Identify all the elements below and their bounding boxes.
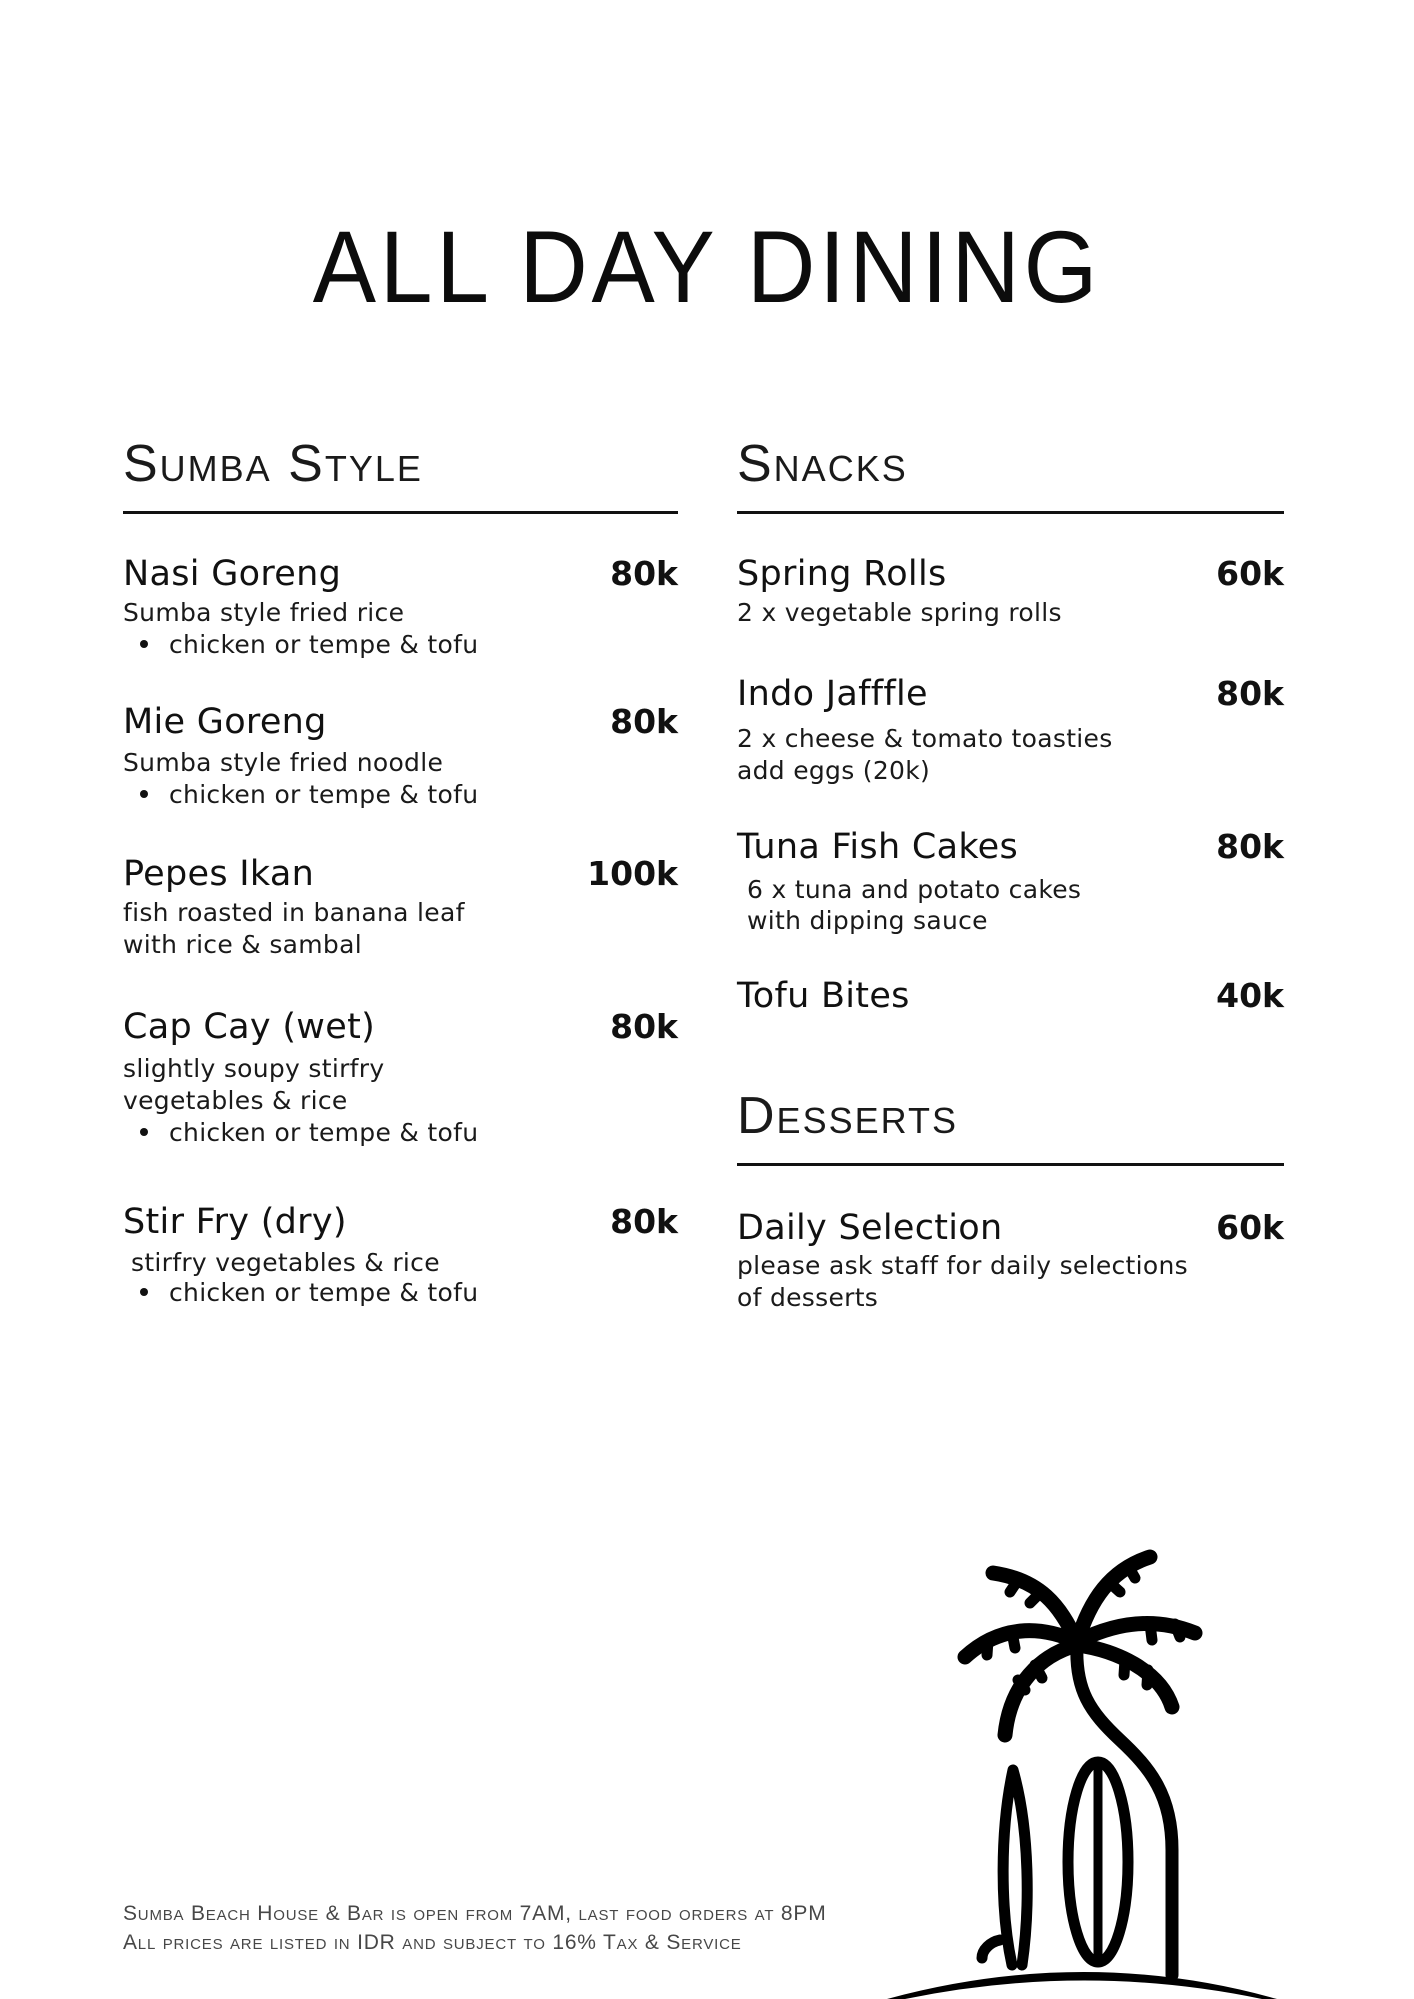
menu-item-description: vegetables & rice [123, 1086, 348, 1115]
menu-item-name: Pepes Ikan [123, 854, 315, 894]
menu-item-option [123, 1117, 478, 1149]
menu-item-option [123, 629, 478, 661]
menu-item-name: Mie Goreng [123, 702, 327, 742]
menu-item-description: with rice & sambal [123, 930, 362, 959]
menu-item-description: 2 x vegetable spring rolls [737, 598, 1062, 627]
page-title: ALL DAY DINING [312, 210, 1102, 324]
menu-item-description: add eggs (20k) [737, 756, 931, 785]
menu-item-price: 60k [1216, 554, 1284, 593]
bullet-icon [140, 640, 148, 648]
menu-item-price: 40k [1216, 976, 1284, 1015]
menu-item-name: Nasi Goreng [123, 554, 342, 594]
menu-item-description: 2 x cheese & tomato toasties [737, 724, 1113, 753]
menu-item-name: Indo Jafffle [737, 674, 928, 714]
bullet-icon [140, 1128, 148, 1136]
menu-item-description: Sumba style fried noodle [123, 748, 444, 777]
menu-item-option [123, 779, 478, 811]
section-header-snacks: Snacks [737, 435, 908, 493]
footer-opening-hours: Sumba Beach House & Bar is open from 7AM, last food orders at 8PM [123, 1902, 827, 1925]
menu-item-description: fish roasted in banana leaf [123, 898, 465, 927]
menu-item-price: 80k [610, 1202, 678, 1241]
menu-item-description: please ask staff for daily selections [737, 1251, 1188, 1280]
menu-item-name: Cap Cay (wet) [123, 1007, 376, 1047]
menu-item-option-text: chicken or tempe & tofu [169, 1278, 479, 1307]
menu-item-name: Stir Fry (dry) [123, 1202, 347, 1242]
menu-item-option-text: chicken or tempe & tofu [169, 630, 479, 659]
menu-item-price: 80k [610, 1007, 678, 1046]
palm-tree-surfboards-icon [860, 1530, 1300, 1999]
menu-item-option [123, 1277, 478, 1309]
section-header-sumba-style: Sumba Style [123, 435, 423, 493]
menu-item-description: of desserts [737, 1283, 879, 1312]
section-divider [737, 1163, 1284, 1166]
menu-item-name: Tofu Bites [737, 976, 910, 1016]
menu-item-description: 6 x tuna and potato cakes [747, 875, 1082, 904]
section-header-desserts: Desserts [737, 1087, 958, 1145]
menu-item-price: 80k [1216, 674, 1284, 713]
menu-item-name: Tuna Fish Cakes [737, 827, 1019, 867]
section-divider [737, 511, 1284, 514]
bullet-icon [140, 790, 148, 798]
menu-item-name: Daily Selection [737, 1208, 1003, 1248]
menu-item-price: 80k [1216, 827, 1284, 866]
menu-item-description: Sumba style fried rice [123, 598, 405, 627]
menu-item-price: 100k [587, 854, 678, 893]
menu-item-description: with dipping sauce [747, 906, 988, 935]
section-divider [123, 511, 678, 514]
menu-item-price: 60k [1216, 1208, 1284, 1247]
menu-item-price: 80k [610, 554, 678, 593]
menu-item-description: stirfry vegetables & rice [131, 1248, 440, 1277]
menu-item-option-text: chicken or tempe & tofu [169, 1118, 479, 1147]
bullet-icon [140, 1288, 148, 1296]
footer-price-note: All prices are listed in IDR and subject to 16% Tax & Service [123, 1931, 742, 1954]
menu-item-name: Spring Rolls [737, 554, 947, 594]
menu-item-description: slightly soupy stirfry [123, 1054, 385, 1083]
menu-item-price: 80k [610, 702, 678, 741]
menu-item-option-text: chicken or tempe & tofu [169, 780, 479, 809]
